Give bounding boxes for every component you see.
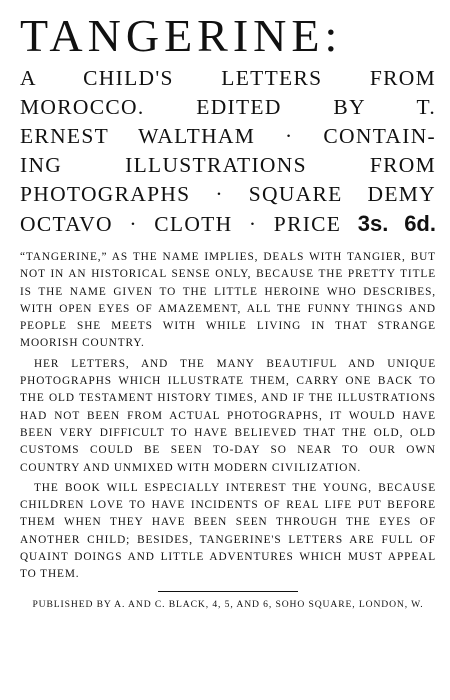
price-label: 3s. 6d. bbox=[357, 211, 436, 236]
subtitle-line: MOROCCO. EDITED BY T. bbox=[20, 95, 436, 119]
book-title: TANGERINE: bbox=[20, 10, 343, 61]
publisher-imprint: PUBLISHED BY A. AND C. BLACK, 4, 5, AND 6, SOHO SQUARE, LONDON, W. bbox=[32, 598, 424, 610]
blurb-paragraph: THE BOOK WILL ESPECIALLY INTEREST THE YOUNG, BECAUSE CHILDREN LOVE TO HAVE INCIDENTS OF REAL LIFE PUT BEFORE THEM WHEN THEY HAVE BEEN SEEN THROUGH THE EYES OF ANOTHER CHILD; BESIDES, TANGERINE'S LETTERS ARE FULL OF QUAINT DOINGS AND LITTLE ADVENTURES WHICH MUST APPEAL TO THEM. bbox=[20, 481, 436, 581]
subtitle-line: ING ILLUSTRATIONS FROM bbox=[20, 153, 436, 177]
book-description-heading bbox=[20, 64, 436, 239]
subtitle-line: ERNEST WALTHAM · CONTAIN- bbox=[20, 124, 436, 148]
subtitle-line: PHOTOGRAPHS · SQUARE DEMY bbox=[20, 182, 436, 206]
blurb-paragraph: HER LETTERS, AND THE MANY BEAUTIFUL AND UNIQUE PHOTOGRAPHS WHICH ILLUSTRATE THEM, CARRY ONE BACK TO THE OLD TESTAMENT HISTORY TIMES, AND IF THE ILLUSTRATIONS HAD NOT BEEN FROM ACTUAL PHOTOGRAPHS, IT WOULD HAVE BEEN VERY DIFFICULT TO HAVE BELIEVED THAT THE OLD, OLD CUSTOMS COULD BE SEEN TO-DAY SO NEAR TO OUR OWN COUNTRY AND UNMIXED WITH MODERN CIVILIZATION. bbox=[20, 357, 436, 474]
divider-rule bbox=[158, 591, 298, 592]
advertisement-page bbox=[20, 10, 436, 694]
book-blurb bbox=[20, 249, 436, 584]
subtitle-line-text: OCTAVO · CLOTH · PRICE bbox=[20, 212, 342, 236]
blurb-paragraph: “TANGERINE,” AS THE NAME IMPLIES, DEALS WITH TANGIER, BUT NOT IN AN HISTORICAL SENSE ONLY, BECAUSE THE PRETTY TITLE IS THE NAME GIVEN TO THE LITTLE HEROINE WHO DESCRIBES, WITH OPEN EYES OF AMAZEMENT, ALL THE FUNNY THINGS AND PEOPLE SHE MEETS WITH WHILE LIVING IN THAT STRANGE MOORISH COUNTRY. bbox=[20, 251, 436, 350]
subtitle-line: A CHILD'S LETTERS FROM bbox=[20, 66, 436, 90]
subtitle-price-line bbox=[20, 209, 436, 239]
